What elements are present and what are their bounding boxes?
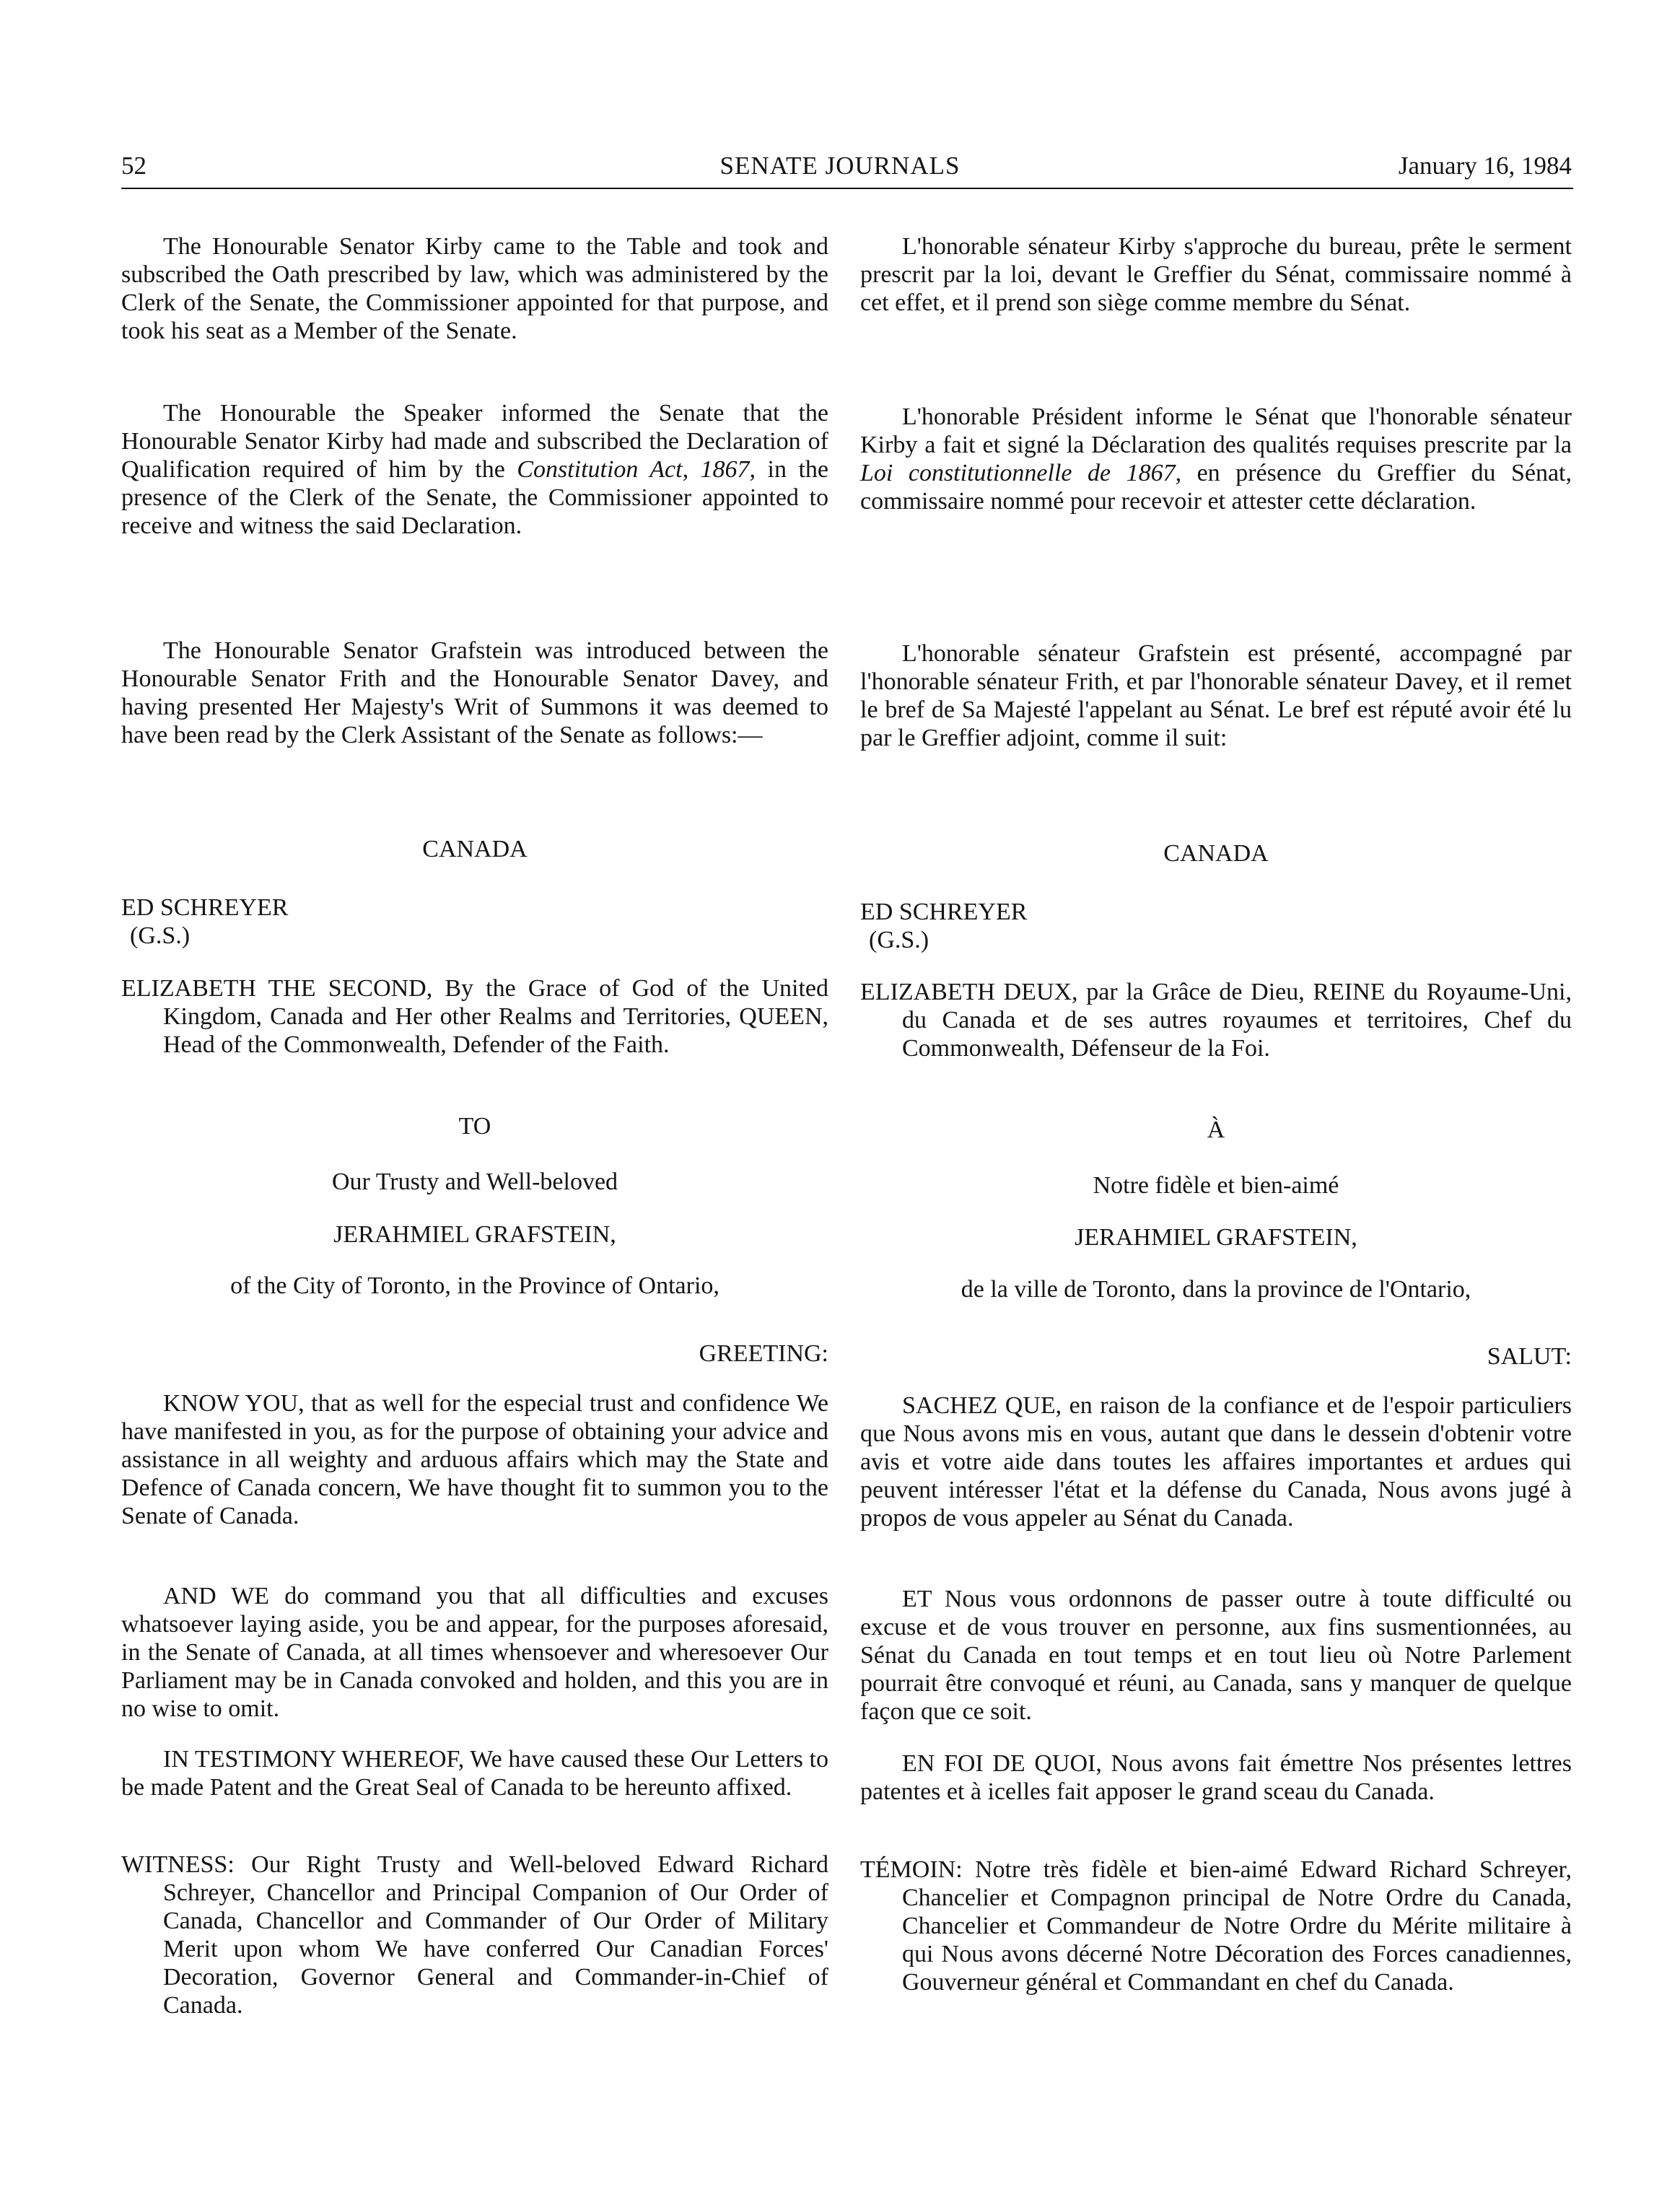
en-to: TO — [458, 1113, 491, 1140]
en-know-you-paragraph: KNOW YOU, that as well for the especial trust and confidence We have manifested in you, as for the purpose of obtaining your advice and assistance in all weighty and arduous affairs which may the State and Defence of Canada concern, We have thought fit to summon you to the Senate of Canada. — [121, 1390, 828, 1529]
fr-testimony-paragraph: EN FOI DE QUOI, Nous avons fait émettre Nos présentes lettres patentes et à icelles fait apposer le grand sceau du Canada. — [860, 1750, 1572, 1805]
fr-gg-name: ED SCHREYER — [860, 899, 1028, 925]
fr-gg-seal: (G.S.) — [869, 927, 929, 953]
fr-greeting: SALUT: — [1487, 1343, 1572, 1370]
en-sovereign-title: ELIZABETH THE SECOND, By the Grace of God of the United Kingdom, Canada and Her other Realms and Territories, QUEEN, Head of the Commonwealth, Defender of the Faith. — [121, 975, 828, 1058]
fr-city: de la ville de Toronto, dans la province de l'Ontario, — [961, 1276, 1471, 1303]
en-city: of the City of Toronto, in the Province of Ontario, — [230, 1272, 719, 1299]
journal-date: January 16, 1984 — [1398, 152, 1572, 180]
page-number: 52 — [121, 152, 146, 180]
en-command-paragraph: AND WE do command you that all difficulties and excuses whatsoever laying aside, you be and appear, for the purposes aforesaid, in the Senate of Canada, at all times whensoever and wheresoever Our Parliament may be in Canada convoked and holden, and this you are in no wise to omit. — [121, 1583, 828, 1722]
en-introduction-paragraph: The Honourable Senator Grafstein was introduced between the Honourable Senator Frith and the Honourable Senator Davey, and having presented Her Majesty's Writ of Summons it was deemed to have been read by the Clerk Assistant of the Senate as follows:— — [121, 637, 828, 748]
fr-command-paragraph: ET Nous vous ordonnons de passer outre à toute difficulté ou excuse et de vous trouver en personne, aux fins susmentionnées, au Sénat du Canada en tout temps et en tout lieu où Notre Parlement pourrait être convoqué et réuni, au Canada, sans y manquer de quelque façon que ce soit. — [860, 1586, 1572, 1725]
fr-introduction-paragraph: L'honorable sénateur Grafstein est présenté, accompagné par l'honorable sénateur Frith, et par l'honorable sénateur Davey, et il remet le bref de Sa Majesté l'appelant au Sénat. Le bref est réputé avoir été lu par le Greffier adjoint, comme il suit: — [860, 640, 1572, 751]
fr-addressee-name: JERAHMIEL GRAFSTEIN, — [1075, 1224, 1357, 1251]
fr-governor-general — [860, 898, 1572, 954]
en-gg-name: ED SCHREYER — [121, 894, 289, 921]
en-testimony-paragraph: IN TESTIMONY WHEREOF, We have caused these Our Letters to be made Patent and the Great Seal of Canada to be hereunto affixed. — [121, 1746, 828, 1801]
fr-to: À — [1207, 1117, 1225, 1143]
en-oath-paragraph: The Honourable Senator Kirby came to the Table and took and subscribed the Oath prescribed by law, which was administered by the Clerk of the Senate, the Commissioner appointed for that purpose, and took his seat as a Member of the Senate. — [121, 233, 828, 344]
en-declaration-paragraph: The Honourable the Speaker informed the Senate that the Honourable Senator Kirby had made and subscribed the Declaration of Qualification required of him by the Constitution Act, 1867, in the presence of the Clerk of the Senate, the Commissioner appointed to receive and witness the said Declaration. — [121, 400, 828, 539]
en-witness-paragraph: WITNESS: Our Right Trusty and Well-beloved Edward Richard Schreyer, Chancellor and Principal Companion of Our Order of Canada, Chancellor and Commander of Our Order of Military Merit upon whom We have conferred Our Canadian Forces' Decoration, Governor General and Commander-in-Chief of Canada. — [121, 1851, 828, 2019]
header-rule — [121, 188, 1573, 189]
fr-trusty: Notre fidèle et bien-aimé — [1093, 1172, 1339, 1199]
en-gg-seal: (G.S.) — [130, 922, 191, 949]
fr-declaration-paragraph: L'honorable Président informe le Sénat que l'honorable sénateur Kirby a fait et signé la Déclaration des qualités requises prescrite par la Loi constitutionnelle de 1867, en présence du Greffier du Sénat, commissaire nommé pour recevoir et attester cette déclaration. — [860, 403, 1572, 515]
en-greeting: GREETING: — [699, 1340, 828, 1367]
en-canada-heading: CANADA — [422, 836, 528, 862]
fr-canada-heading: CANADA — [1163, 840, 1269, 867]
en-trusty: Our Trusty and Well-beloved — [331, 1168, 618, 1195]
fr-witness-paragraph: TÉMOIN: Notre très fidèle et bien-aimé Edward Richard Schreyer, Chancelier et Compagnon principal de Notre Ordre du Canada, Chancelier et Commandeur de Notre Ordre du Mérite militaire à qui Nous avons décerné Notre Décoration des Forces canadiennes, Gouverneur général et Commandant en chef du Canada. — [860, 1856, 1572, 1996]
en-governor-general — [121, 894, 828, 950]
journal-title: SENATE JOURNALS — [719, 152, 961, 180]
en-addressee-name: JERAHMIEL GRAFSTEIN, — [333, 1221, 616, 1248]
fr-oath-paragraph: L'honorable sénateur Kirby s'approche du bureau, prête le serment prescrit par la loi, devant le Greffier du Sénat, commissaire nommé à cet effet, et il prend son siège comme membre du Sénat. — [860, 233, 1572, 316]
fr-sovereign-title: ELIZABETH DEUX, par la Grâce de Dieu, REINE du Royaume-Uni, du Canada et de ses autres royaumes et territoires, Chef du Commonwealth, Défenseur de la Foi. — [860, 979, 1572, 1062]
fr-know-you-paragraph: SACHEZ QUE, en raison de la confiance et de l'espoir particuliers que Nous avons mis en vous, autant que dans le dessein d'obtenir votre avis et votre aide dans toutes les affaires importantes et ardues qui peuvent intéresser l'état et la défense du Canada, Nous avons jugé à propos de vous appeler au Sénat du Canada. — [860, 1392, 1572, 1532]
